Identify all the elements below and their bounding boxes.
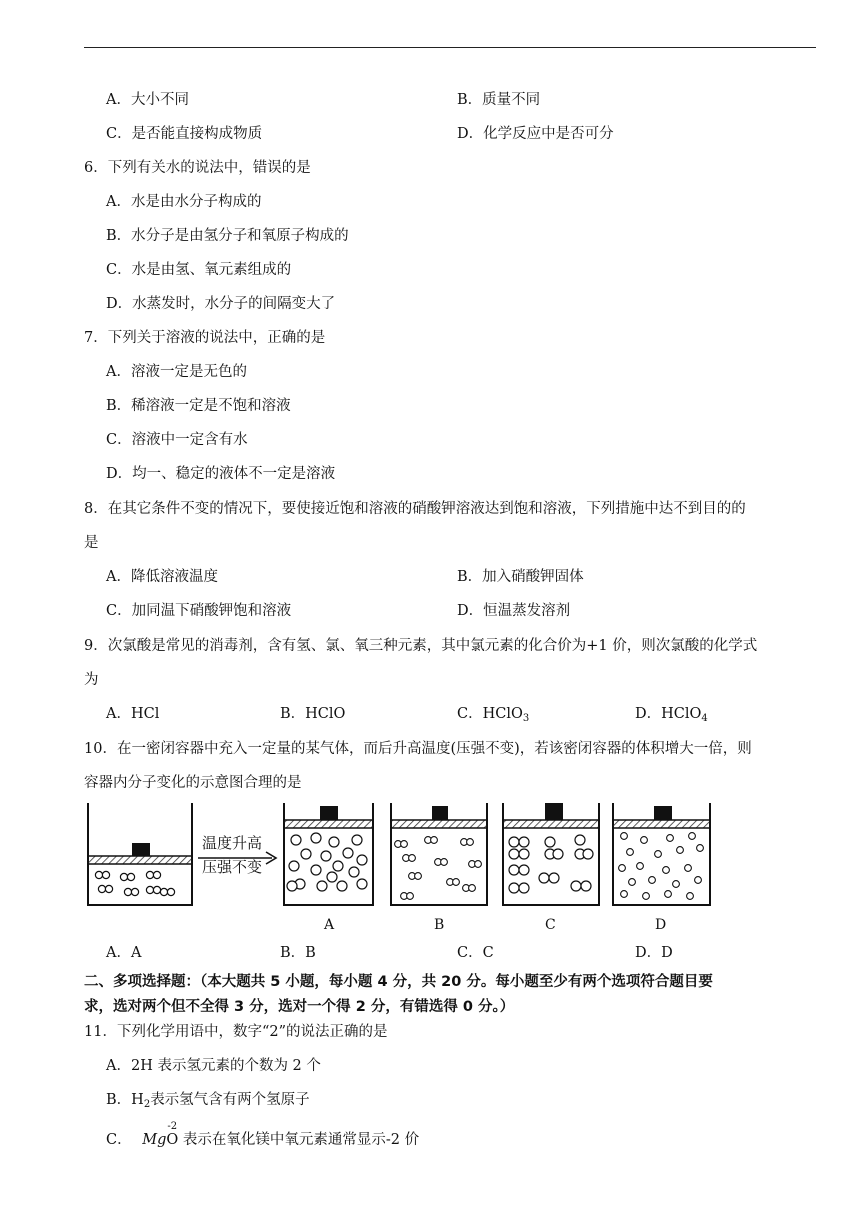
q10-stem-line1: 10．在一密闭容器中充入一定量的某气体，而后升高温度(压强不变)，若该密闭容器的体积增大一倍，则 bbox=[84, 741, 752, 757]
q10-option-d: D．D bbox=[635, 945, 673, 961]
q5-option-b: B．质量不同 bbox=[457, 92, 541, 108]
container-d bbox=[613, 803, 710, 905]
q6-option-b: B．水分子是由氢分子和氧原子构成的 bbox=[106, 228, 349, 244]
section2-heading-line2: 求，选对两个但不全得 3 分，选对一个得 2 分，有错选得 0 分。） bbox=[84, 999, 515, 1015]
q7-option-a: A．溶液一定是无色的 bbox=[106, 364, 247, 380]
q6-option-c: C．水是由氢、氧元素组成的 bbox=[106, 262, 292, 278]
q5-option-c: C．是否能直接构成物质 bbox=[106, 126, 263, 142]
q8-option-b: B．加入硝酸钾固体 bbox=[457, 569, 584, 585]
container-b bbox=[391, 803, 487, 905]
q9-option-b: B．HClO bbox=[280, 706, 346, 722]
q9-option-d: D．HClO$_4$ bbox=[635, 706, 708, 724]
q8-option-a: A．降低溶液温度 bbox=[106, 569, 218, 585]
q9-option-c: C．HClO$_3$ bbox=[457, 706, 530, 724]
q5-option-d: D．化学反应中是否可分 bbox=[457, 126, 614, 142]
header-rule bbox=[84, 47, 816, 48]
arrow-label-temperature: 温度升高 bbox=[202, 834, 263, 852]
container-a bbox=[284, 803, 373, 905]
q8-stem-line1: 8．在其它条件不变的情况下，要使接近饱和溶液的硝酸钾溶液达到饱和溶液，下列措施中达不到目的的 bbox=[84, 501, 746, 517]
q9-stem-line1: 9．次氯酸是常见的消毒剂，含有氢、氯、氧三种元素，其中氯元素的化合价为+1 价，则次氯酸的化学式 bbox=[84, 638, 758, 654]
q10-option-c: C．C bbox=[457, 945, 494, 961]
arrow-label-pressure: 压强不变 bbox=[202, 858, 263, 876]
q9-option-a: A．HCl bbox=[106, 706, 160, 722]
q9-stem-line2: 为 bbox=[84, 672, 99, 688]
q10-figure bbox=[80, 800, 720, 940]
figure-label-c: C bbox=[545, 917, 556, 933]
q11-option-c: C． Mg -2 O 表示在氧化镁中氧元素通常显示-2 价 bbox=[106, 1121, 420, 1148]
q10-stem-line2: 容器内分子变化的示意图合理的是 bbox=[84, 775, 302, 791]
q7-option-c: C．溶液中一定含有水 bbox=[106, 432, 248, 448]
mgo-formula: Mg -2 O bbox=[142, 1121, 179, 1148]
figure-label-b: B bbox=[434, 917, 445, 933]
q11-option-a: A．2H 表示氢元素的个数为 2 个 bbox=[106, 1058, 321, 1074]
figure-label-a: A bbox=[324, 917, 335, 933]
q7-option-b: B．稀溶液一定是不饱和溶液 bbox=[106, 398, 291, 414]
section2-heading-line1: 二、多项选择题：（本大题共 5 小题，每小题 4 分，共 20 分。每小题至少有两个选项符合题目要 bbox=[84, 974, 713, 990]
q7-stem: 7．下列关于溶液的说法中，正确的是 bbox=[84, 330, 326, 346]
q8-option-c: C．加同温下硝酸钾饱和溶液 bbox=[106, 603, 292, 619]
figure-label-d: D bbox=[655, 917, 667, 933]
q5-option-a: A．大小不同 bbox=[106, 92, 189, 108]
container-c bbox=[503, 803, 599, 905]
q11-option-b: B．$H_2$表示氢气含有两个氢原子 bbox=[106, 1092, 310, 1110]
q8-stem-line2: 是 bbox=[84, 535, 99, 551]
q8-option-d: D．恒温蒸发溶剂 bbox=[457, 603, 571, 619]
q6-stem: 6．下列有关水的说法中，错误的是 bbox=[84, 160, 311, 176]
initial-container bbox=[88, 803, 192, 905]
q6-option-a: A．水是由水分子构成的 bbox=[106, 194, 262, 210]
q7-option-d: D．均一、稳定的液体不一定是溶液 bbox=[106, 466, 336, 482]
q10-option-a: A．A bbox=[106, 945, 142, 961]
q11-stem: 11．下列化学用语中，数字“2”的说法正确的是 bbox=[84, 1024, 388, 1040]
q10-option-b: B．B bbox=[280, 945, 316, 961]
q6-option-d: D．水蒸发时，水分子的间隔变大了 bbox=[106, 296, 336, 312]
transition-arrow bbox=[198, 834, 276, 876]
